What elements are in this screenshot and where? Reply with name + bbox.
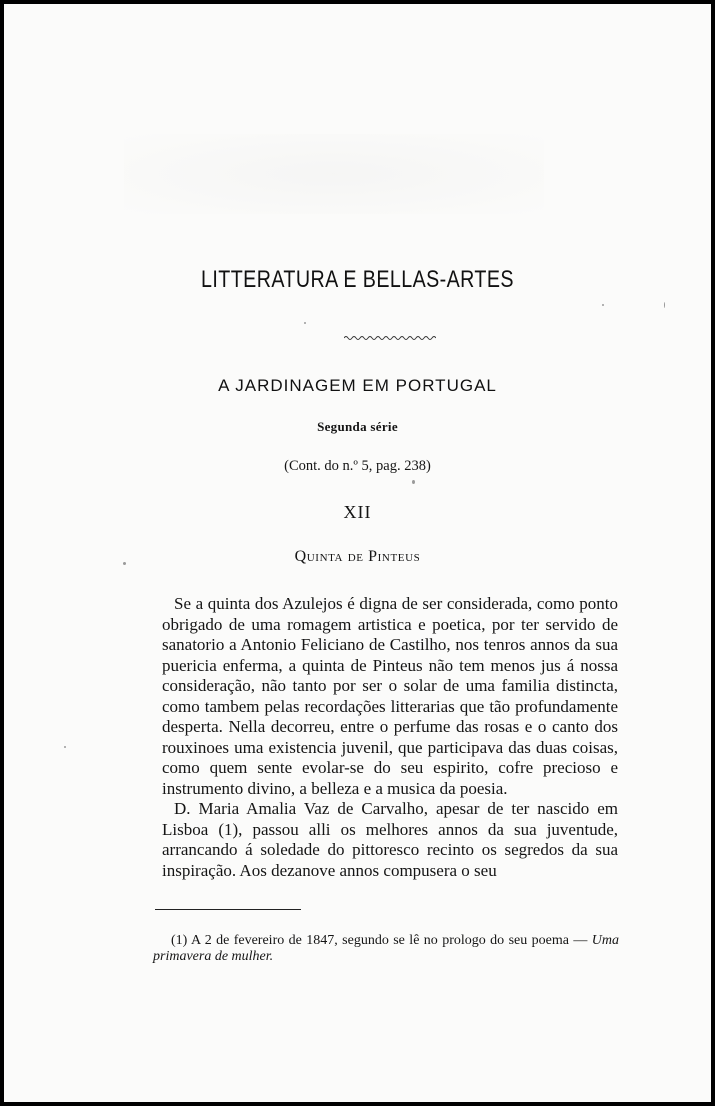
body-text — [162, 594, 618, 881]
scan-speck — [602, 304, 604, 306]
scan-speck — [304, 322, 306, 324]
footnote-text: (1) A 2 de fevereiro de 1847, segundo se lê no prologo do seu poema — — [171, 933, 592, 948]
scan-speck — [64, 746, 66, 748]
footnote-work-title: Uma primavera de mulher. — [153, 933, 619, 964]
series-subtitle: Segunda série — [317, 419, 398, 434]
document-page — [4, 4, 711, 1102]
chapter-heading: Quinta de Pinteus — [294, 548, 421, 565]
chapter-number: XII — [343, 502, 372, 522]
section-title: LITTERATURA E BELLAS-ARTES — [201, 266, 514, 293]
paper-bleed-through — [124, 134, 544, 214]
footnote — [153, 933, 619, 965]
scan-speck — [664, 302, 665, 308]
paragraph: D. Maria Amalia Vaz de Carvalho, apesar de ter nascido em Lisboa (1), passou alli os melhores annos da sua juventude, arrancando á soledade do pittoresco recinto os segredos da sua inspiração. Aos dezanove annos compusera o seu — [162, 799, 618, 880]
footnote-divider — [155, 909, 301, 910]
paragraph: Se a quinta dos Azulejos é digna de ser considerada, como ponto obrigado de uma romagem artistica e poetica, por ter servido de sanatorio a Antonio Feliciano de Castilho, nos tenros annos da sua puericia enferma, a quinta de Pinteus não tem menos jus á nossa consideração, não tanto por ser o solar de uma familia distincta, como tambem pelas recordações litterarias que tão profundamente desperta. Nella decorreu, entre o perfume das rosas e o canto dos rouxinoes uma existencia juvenil, que participava das duas coisas, como quem sente evolar-se do seu espirito, cofre precioso e instrumento divino, a belleza e a musica da poesia. — [162, 594, 618, 798]
scan-speck — [123, 562, 126, 565]
scan-speck — [412, 480, 415, 484]
continuation-note: (Cont. do n.º 5, pag. 238) — [284, 458, 431, 474]
article-title: A JARDINAGEM EM PORTUGAL — [218, 376, 497, 395]
wavy-ornament-divider — [344, 334, 436, 342]
